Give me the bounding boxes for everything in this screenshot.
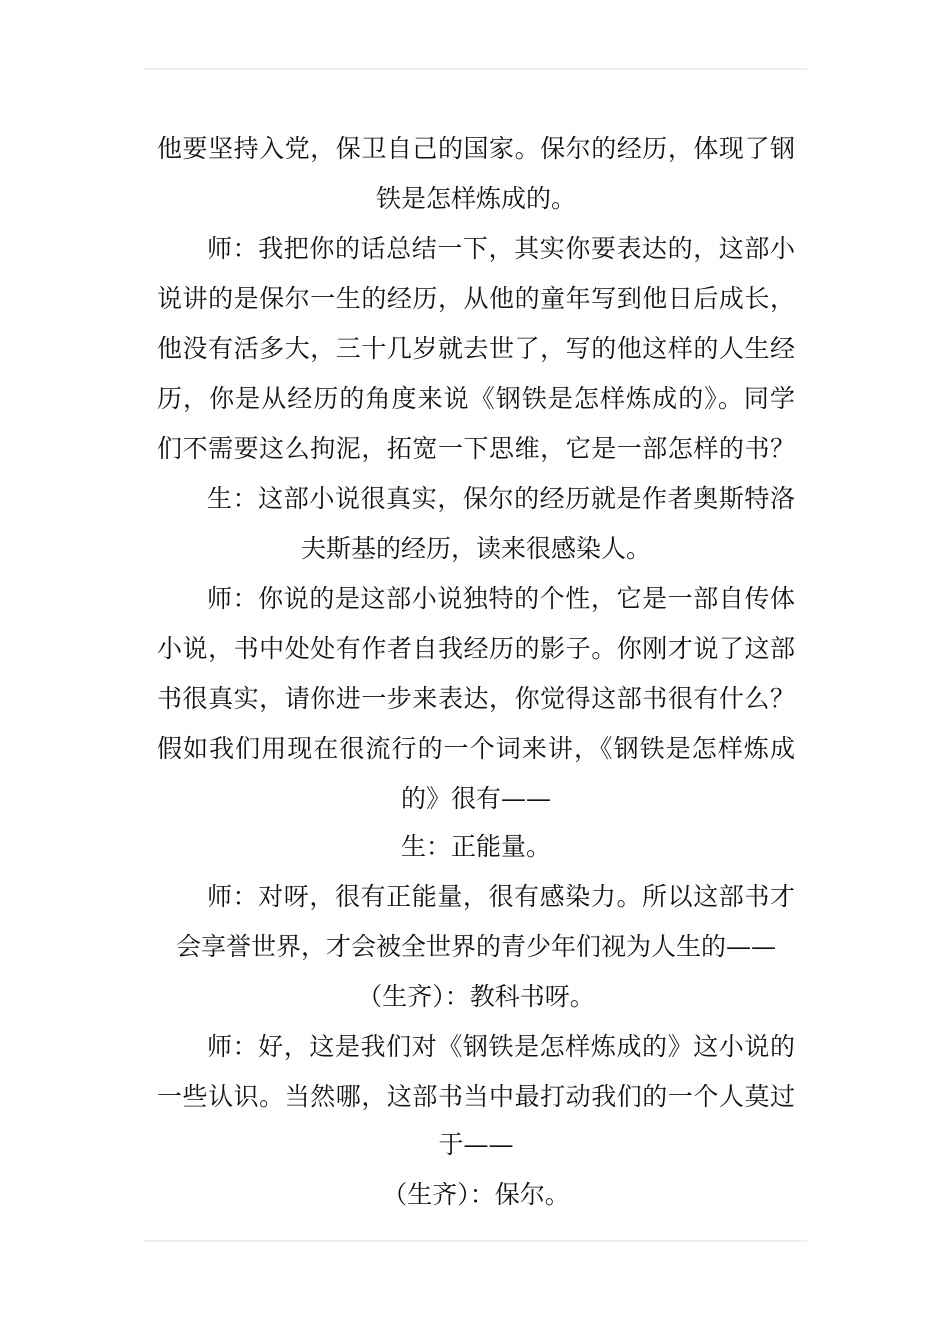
text-line: 的》很有—— bbox=[400, 784, 551, 813]
text-line: 生：这部小说很真实，保尔的经历就是作者奥斯特洛 bbox=[207, 484, 795, 513]
text-line: 于—— bbox=[438, 1130, 514, 1159]
text-line: 说讲的是保尔一生的经历，从他的童年写到他日后成长， bbox=[157, 284, 795, 313]
text-line: 铁是怎样炼成的。 bbox=[375, 184, 576, 213]
text-line: 夫斯基的经历，读来很感染人。 bbox=[300, 534, 651, 563]
page-top-rule bbox=[143, 68, 807, 70]
text-line: 他要坚持入党，保卫自己的国家。保尔的经历，体现了钢 bbox=[157, 134, 795, 163]
text-line: 师：我把你的话总结一下，其实你要表达的，这部小 bbox=[207, 234, 795, 263]
text-line: 会享誉世界，才会被全世界的青少年们视为人生的—— bbox=[175, 932, 776, 961]
text-line: 师：你说的是这部小说独特的个性，它是一部自传体 bbox=[207, 584, 795, 613]
text-line: 师：好，这是我们对《钢铁是怎样炼成的》这小说的 bbox=[207, 1032, 795, 1061]
text-line: 书很真实，请你进一步来表达，你觉得这部书很有什么？ bbox=[157, 684, 795, 713]
text-line: 小说，书中处处有作者自我经历的影子。你刚才说了这部 bbox=[157, 634, 795, 663]
text-line: 他没有活多大，三十几岁就去世了，写的他这样的人生经 bbox=[157, 334, 795, 363]
text-line: 生：正能量。 bbox=[400, 832, 551, 861]
text-line: 一些认识。当然哪，这部书当中最打动我们的一个人莫过 bbox=[157, 1082, 795, 1111]
text-line: 们不需要这么拘泥，拓宽一下思维，它是一部怎样的书？ bbox=[157, 434, 795, 463]
text-line: （生齐）：保尔。 bbox=[382, 1180, 570, 1209]
text-line: 历，你是从经历的角度来说《钢铁是怎样炼成的》。同学 bbox=[157, 384, 795, 413]
text-line: 师：对呀，很有正能量，很有感染力。所以这部书才 bbox=[207, 882, 795, 911]
text-line: （生齐）：教科书呀。 bbox=[357, 982, 595, 1011]
text-line: 假如我们用现在很流行的一个词来讲，《钢铁是怎样炼成 bbox=[157, 734, 795, 763]
page-bottom-rule bbox=[143, 1240, 807, 1242]
